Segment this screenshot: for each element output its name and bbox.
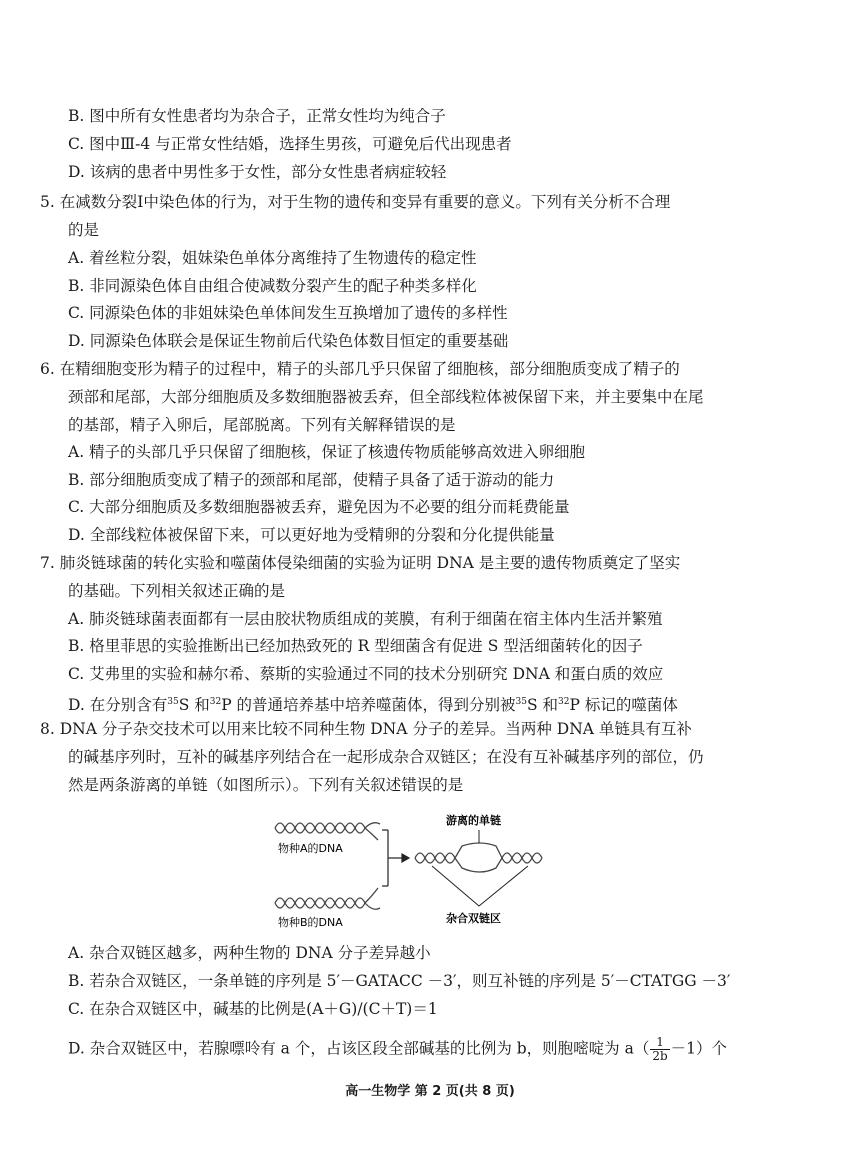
dna-hybridization-figure (270, 806, 550, 938)
label-species-b-dna: 物种B的DNA (278, 916, 343, 929)
q7-option-a: A. 肺炎链球菌表面都有一层由胶状物质组成的荚膜，有利于细菌在宿主体内生活并繁殖 (68, 610, 663, 628)
label-species-a-dna: 物种A的DNA (278, 842, 343, 855)
isotope-mass-35: 35 (167, 697, 179, 707)
q8-option-d-suffix: －1）个 (670, 1039, 728, 1058)
isotope-mass-32: 32 (209, 697, 222, 707)
q6-option-c: C. 大部分细胞质及多数细胞器被丢弃，避免因为不必要的组分而耗费能量 (68, 498, 570, 516)
q8-option-d (68, 1036, 727, 1063)
q5-option-b: B. 非同源染色体自由组合使减数分裂产生的配子种类多样化 (68, 277, 477, 295)
q7-option-d-text: S 和 (178, 696, 210, 715)
q6-stem-line2: 颈部和尾部，大部分细胞质及多数细胞器被丢弃，但全部线粒体被保留下来，并主要集中在尾 (68, 388, 704, 406)
q8-option-a: A. 杂合双链区越多，两种生物的 DNA 分子差异越小 (68, 944, 431, 962)
q8-stem-line3: 然是两条游离的单链（如图所示）。下列有关叙述错误的是 (68, 776, 464, 794)
q8-option-c: C. 在杂合双链区中，碱基的比例是(A＋G)/(C＋T)＝1 (68, 1000, 438, 1018)
q7-option-b: B. 格里菲思的实验推断出已经加热致死的 R 型细菌含有促进 S 型活细菌转化的因子 (68, 637, 643, 655)
q8-option-d-prefix: D. 杂合双链区中，若腺嘌呤有 a 个，占该区段全部碱基的比例为 b，则胞嘧啶为 a（ (68, 1039, 650, 1058)
q6-stem-line3: 的基部，精子入卵后，尾部脱离。下列有关解释错误的是 (68, 416, 456, 434)
q7-stem-line1: 7. 肺炎链球菌的转化实验和噬菌体侵染细菌的实验为证明 DNA 是主要的遗传物质奠定了坚实 (40, 554, 681, 572)
fraction-one-over-2b (650, 1036, 669, 1063)
q5-stem-line2: 的是 (68, 221, 100, 239)
label-free-single-strand: 游离的单链 (446, 814, 501, 827)
fraction-denominator: 2b (652, 1049, 668, 1063)
q6-stem-line1: 6. 在精细胞变形为精子的过程中，精子的头部几乎只保留了细胞核，部分细胞质变成了精子的 (40, 360, 680, 378)
q7-option-c: C. 艾弗里的实验和赫尔希、蔡斯的实验通过不同的技术分别研究 DNA 和蛋白质的效应 (68, 665, 664, 683)
species-b-dna-helix (275, 888, 380, 909)
q6-option-b: B. 部分细胞质变成了精子的颈部和尾部，使精子具备了适于游动的能力 (68, 471, 555, 489)
q6-option-a: A. 精子的头部几乎只保留了细胞核，保证了核遗传物质能够高效进入卵细胞 (68, 443, 586, 461)
q6-option-d: D. 全部线粒体被保留下来，可以更好地为受精卵的分裂和分化提供能量 (68, 526, 555, 544)
q7-option-d-text: S 和 (527, 696, 559, 715)
q5-stem-line1: 5. 在减数分裂Ⅰ中染色体的行为，对于生物的遗传和变异有重要的意义。下列有关分析不合理 (40, 193, 671, 211)
q7-option-d-text: P 的普通培养基中培养噬菌体，得到分别被 (221, 696, 516, 715)
q4-option-c: C. 图中Ⅲ-4 与正常女性结婚，选择生男孩，可避免后代出现患者 (68, 135, 512, 153)
q5-option-c: C. 同源染色体的非姐妹染色单体间发生互换增加了遗传的多样性 (68, 304, 508, 322)
q8-stem-line2: 的碱基序列时，互补的碱基序列结合在一起形成杂合双链区；在没有互补碱基序列的部位，仍 (68, 748, 704, 766)
q7-stem-line2: 的基础。下列相关叙述正确的是 (68, 582, 286, 600)
label-hybrid-duplex-region: 杂合双链区 (446, 912, 501, 925)
q7-option-d-prefix: D. 在分别含有 (68, 696, 168, 715)
q4-option-b: B. 图中所有女性患者均为杂合子，正常女性均为纯合子 (68, 107, 446, 125)
q5-option-d: D. 同源染色体联会是保证生物前后代染色体数目恒定的重要基础 (68, 332, 509, 350)
q4-option-d: D. 该病的患者中男性多于女性，部分女性患者病症较轻 (68, 163, 447, 181)
dna-hybridization-diagram (270, 806, 550, 938)
merge-arrow-icon (382, 830, 409, 886)
q7-option-d-suffix: P 标记的噬菌体 (569, 696, 678, 715)
q8-stem-line1: 8. DNA 分子杂交技术可以用来比较不同种生物 DNA 分子的差异。当两种 DNA 单链具有互补 (40, 720, 692, 738)
q5-option-a: A. 着丝粒分裂，姐妹染色单体分离维持了生物遗传的稳定性 (68, 249, 477, 267)
q7-option-d (68, 692, 678, 715)
species-a-dna-helix (275, 823, 380, 840)
fraction-numerator: 1 (650, 1036, 669, 1050)
isotope-mass-32: 32 (558, 697, 570, 707)
page-footer: 高一生物学 第 2 页(共 8 页) (345, 1084, 515, 1099)
q8-option-b: B. 若杂合双链区，一条单链的序列是 5′－GATACC －3′，则互补链的序列是 5′－CTATGG －3′ (68, 972, 731, 990)
isotope-mass-35: 35 (515, 697, 527, 707)
